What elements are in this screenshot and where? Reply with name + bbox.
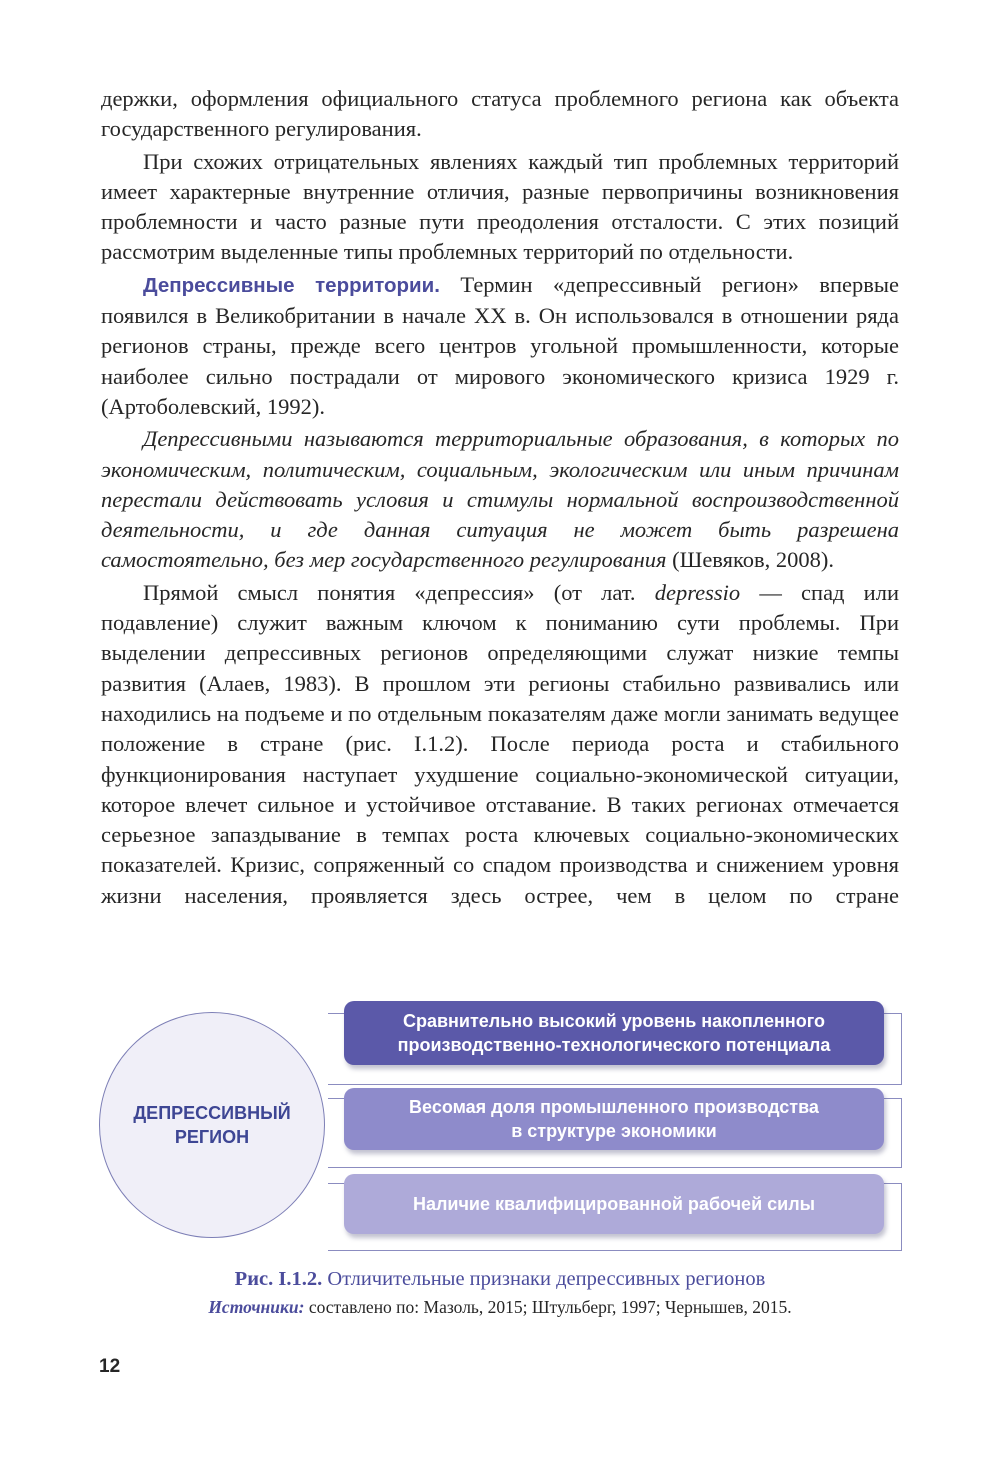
feature-box-3: Наличие квалифицированной рабочей силы: [344, 1174, 884, 1234]
center-label: ДЕПРЕССИВНЫЙ РЕГИОН: [133, 1103, 291, 1147]
caption-text: Отличительные признаки депрессивных регионов: [322, 1268, 766, 1290]
source-label: Источники:: [208, 1297, 305, 1317]
paragraph-1: держки, оформления официального статуса проблемного региона как объекта государственного регулирования.: [101, 86, 899, 142]
center-circle: [99, 1012, 325, 1238]
feature-box-1: Сравнительно высокий уровень накопленного производственно-технологического потенциала: [344, 1001, 884, 1065]
definition-text: Депрессивными называются территориальные образования, в которых по экономическим, политическим, социальным, экологическим или иным причинам перестали действовать условия и стимулы нормальной воспроизводственной деятельности, и где данная ситуация не может быть разрешена самостоятельно, без мер государственного регулирования: [101, 426, 899, 573]
caption-number: Рис. I.1.2.: [234, 1268, 323, 1290]
figure-depressive-region: [97, 997, 903, 1249]
paragraph-3-text: Термин «депрессивный регион» впервые появился в Великобритании в начале XX в. Он использовался в отношении ряда регионов страны, прежде всего центров угольной промышленности, которые наиболее сильно пострадали от мирового экономического кризиса 1929 г. (Артоболевский, 1992).: [101, 271, 900, 419]
page-number: 12: [99, 1356, 121, 1377]
paragraph-3: [101, 270, 899, 422]
latin-term: depressio: [654, 579, 741, 605]
paragraph-4: [101, 424, 899, 575]
paragraph-5-rest: — спад или подавление) служит важным ключом к пониманию сути проблемы. При выделении депрессивных регионов определяющими служат низкие темпы развития (Алаев, 1983). В прошлом эти регионы стабильно развивались или находились на подъеме и по отдельным показателям даже могли занимать ведущее положение в стране (рис. I.1.2). После периода роста и стабильного функционирования наступает ухудшение социально-экономической ситуации, которое влечет сильное и устойчивое отставание. В таких регионах отмечается серьезное запаздывание в темпах роста ключевых социально-экономических показателей. Кризис, сопряженный со спадом производства и снижением уровня жизни населения, проявляется здесь острее, чем в целом по стране: [101, 579, 899, 908]
figure-source: [101, 1295, 899, 1319]
paragraph-5: [101, 578, 899, 911]
source-text: составлено по: Мазоль, 2015; Штульберг, 1997; Чернышев, 2015.: [304, 1297, 792, 1317]
body-text: [101, 84, 899, 913]
paragraph-3-lead: Депрессивные территории.: [143, 273, 440, 297]
paragraph-5-start: Прямой смысл понятия «депрессия» (от лат.: [143, 579, 655, 605]
figure-caption: [101, 1266, 899, 1292]
feature-box-2: Весомая доля промышленного производства в структуре экономики: [344, 1088, 884, 1150]
definition-citation: (Шевяков, 2008).: [666, 547, 835, 573]
paragraph-2: При схожих отрицательных явлениях каждый тип проблемных территорий имеет характерные внутренние отличия, разные первопричины возникновения проблемности и часто разные пути преодоления отсталости. С этих позиций рассмотрим выделенные типы проблемных территорий по отдельности.: [101, 148, 899, 265]
